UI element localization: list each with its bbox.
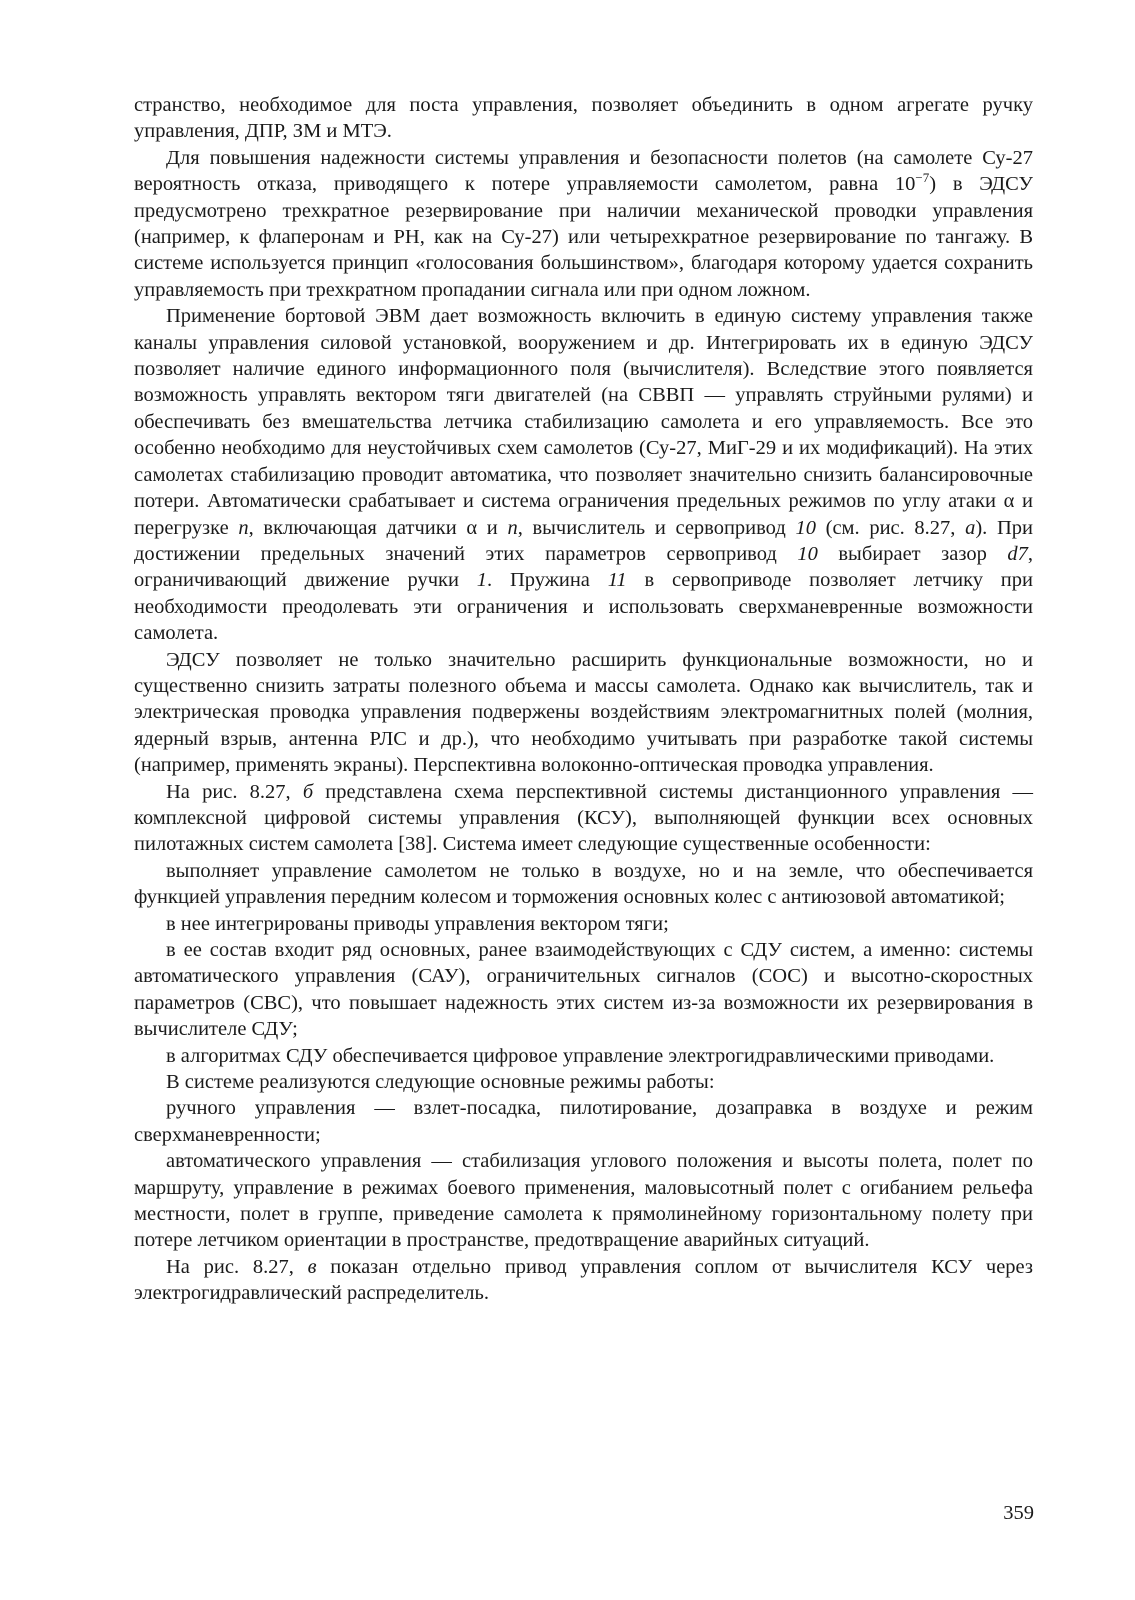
italic-run: n	[238, 516, 249, 539]
paragraph: странство, необходимое для поста управления, позволяет объединить в одном агрегате ручку управления, ДПР, ЗМ и МТЭ.	[134, 94, 1033, 143]
paragraph: в алгоритмах СДУ обеспечивается цифровое управление электрогидравлическими приводами.	[166, 1044, 995, 1067]
italic-run: в	[307, 1255, 317, 1278]
page-body	[134, 92, 1033, 1307]
italic-run: 10	[797, 542, 818, 565]
paragraph: в нее интегрированы приводы управления вектором тяги;	[166, 912, 669, 935]
paragraph: Применение бортовой ЭВМ дает возможность включить в единую систему управления также каналы управления силовой установкой, вооружением и др. Интегрировать их в единую ЭДСУ позволяет наличие единого информационного поля (вычислителя). Вследствие этого появляется возможность управлять вектором тяги двигателей (на СВВП — управлять струйными рулями) и обеспечивать без вмешательства летчика стабилизацию самолета и его управляемость. Все это особенно необходимо для неустойчивых схем самолетов (Су-27, МиГ-29 и их модификаций). На этих самолетах стабилизацию проводит автоматика, что позволяет значительно снизить балансировочные потери. Автоматически срабатывает и система ограничения предельных режимов по углу атаки α и перегрузке n, включающая датчики α и n, вычислитель и сервопривод 10 (см. рис. 8.27, а). При достижении предельных значений этих параметров сервопривод 10 выбирает зазор d7, ограничивающий движение ручки 1. Пружина 11 в сервоприводе позволяет летчику при необходимости преодолевать эти ограничения и использовать сверхманевренные возможности самолета.	[134, 305, 1034, 645]
italic-run: б	[302, 780, 314, 803]
paragraph: На рис. 8.27, в показан отдельно привод управления соплом от вычислителя КСУ через электрогидравлический распределитель.	[134, 1255, 1033, 1305]
paragraph: ручного управления — взлет-посадка, пилотирование, дозаправка в воздухе и режим сверхманевренности;	[134, 1097, 1033, 1146]
paragraph: На рис. 8.27, б представлена схема перспективной системы дистанционного управления — комплексной цифровой системы управления (КСУ), выполняющей функции всех основных пилотажных систем самолета [38]. Система имеет следующие существенные особенности:	[134, 780, 1033, 856]
paragraph: выполняет управление самолетом не только в воздухе, но и на земле, что обеспечивается функцией управления передним колесом и торможения основных колес с антиюзовой автоматикой;	[134, 859, 1033, 909]
paragraph: ЭДСУ позволяет не только значительно расширить функциональные возможности, но и существенно снизить затраты полезного объема и массы самолета. Однако как вычислитель, так и электрическая проводка управления подвержены воздействиям электромагнитных полей (молния, ядерный взрыв, антенна РЛС и др.), что необходимо учитывать при разработке такой системы (например, применять экраны). Перспективна волоконно-оптическая проводка управления.	[134, 648, 1033, 777]
italic-run: 11	[607, 569, 627, 592]
italic-run: 1	[476, 569, 488, 592]
paragraph: В системе реализуются следующие основные режимы работы:	[166, 1071, 715, 1094]
paragraph: в ее состав входит ряд основных, ранее взаимодействующих с СДУ систем, а именно: системы автоматического управления (САУ), ограничительных сигналов (СОС) и высотно-скоростных параметров (СВС), что повышает надежность этих систем из-за возможности их резервирования в вычислителе СДУ;	[134, 939, 1033, 1041]
paragraph: Для повышения надежности системы управления и безопасности полетов (на самолете Су-27 вероятность отказа, приводящего к потере управляемости самолетом, равна $10^{-7}$) в ЭДСУ предусмотрено трехкратное резервирование при наличии механической проводки управления (например, к флаперонам и РН, как на Су-27) или четырехкратное резервирование по тангажу. В системе используется принцип «голосования большинством», благодаря которому удается сохранить управляемость при трехкратном пропадании сигнала или при одном ложном.	[134, 146, 1033, 301]
page-number: 359	[1003, 1502, 1034, 1524]
italic-run: а	[965, 516, 976, 539]
paragraph: автоматического управления — стабилизация углового положения и высоты полета, полет по маршруту, управление в режимах боевого применения, маловысотный полет с огибанием рельефа местности, полет в группе, приведение самолета к прямолинейному горизонтальному полету при потере летчиком ориентации в пространстве, предотвращение аварийных ситуаций.	[134, 1150, 1033, 1252]
italic-run: n	[507, 516, 518, 539]
superscript: −7	[915, 170, 930, 186]
italic-run: 10	[795, 516, 816, 539]
italic-run: d7	[1007, 542, 1028, 565]
